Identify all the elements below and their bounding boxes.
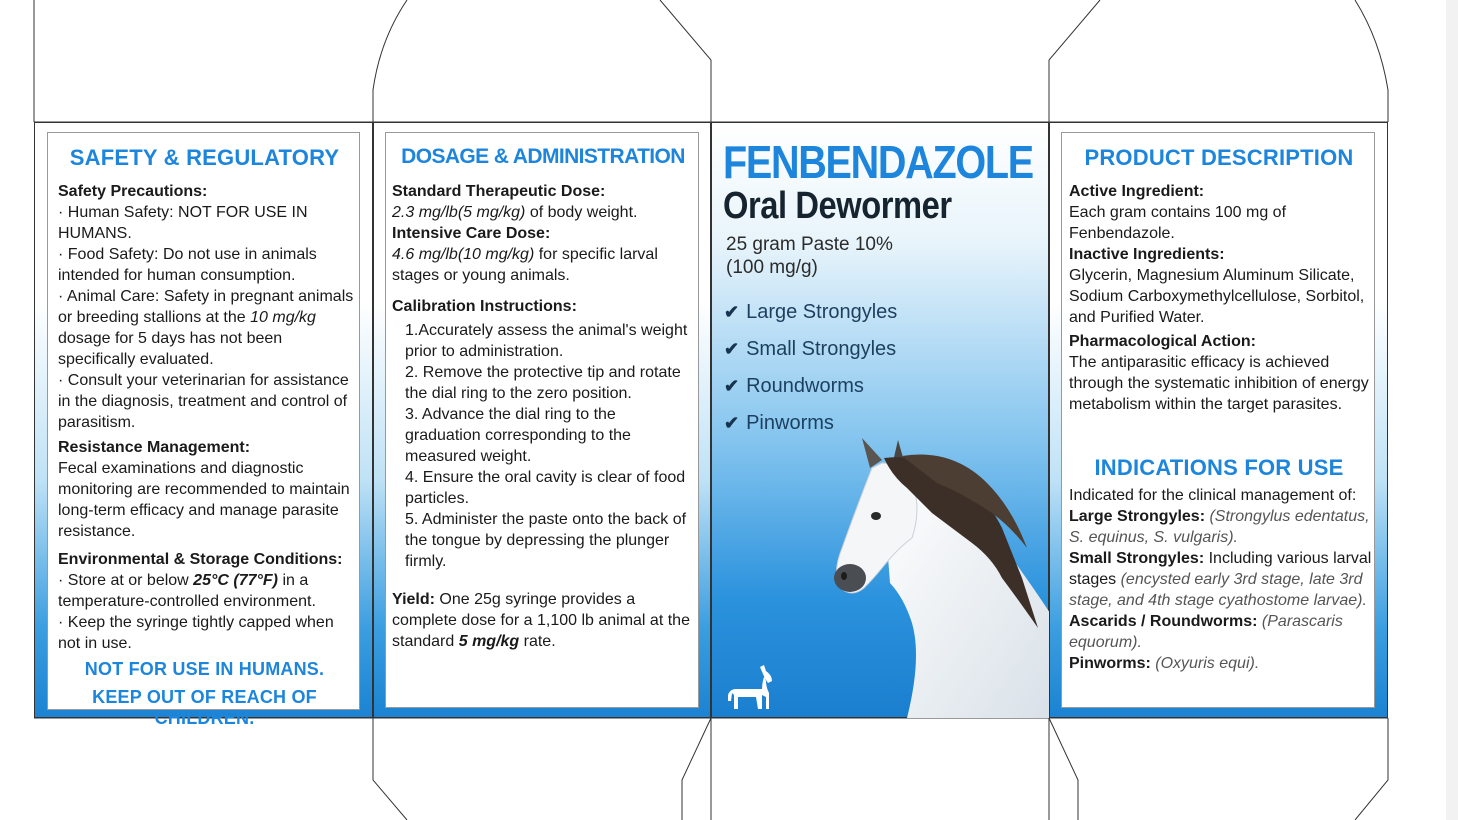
inactive-title: Inactive Ingredients:: [1069, 246, 1225, 263]
checklist-label: Large Strongyles: [746, 301, 898, 323]
checklist-label: Small Strongyles: [746, 338, 897, 360]
indication-large: [1069, 506, 1375, 548]
storage-pre: · Store at or below: [58, 572, 194, 589]
description-content: [1069, 181, 1374, 415]
calibration-step: 1.Accurately assess the animal's weight prior to administration.: [405, 322, 688, 360]
yield-rate: 5 mg/kg: [458, 633, 520, 650]
animal-care-text: [58, 286, 356, 370]
checkmark-icon: ✔: [724, 376, 740, 396]
checklist-label: Roundworms: [746, 375, 864, 397]
horse-image: [812, 438, 1050, 718]
checklist-item: [724, 301, 897, 338]
horse-icon: [726, 665, 778, 711]
indication-ascarid: [1069, 611, 1375, 653]
dosage-box: [385, 132, 699, 708]
calibration-step: 3. Advance the dial ring to the graduation corresponding to the measured weight.: [405, 406, 631, 465]
indication-pinworm: [1069, 653, 1375, 674]
yield-pre: One 25g syringe provides a complete dose for a 1,100 lb animal at the standard: [392, 591, 690, 650]
safety-heading: SAFETY & REGULATORY: [69, 145, 340, 170]
calibration-steps: [392, 320, 694, 572]
animal-care-dose: 10 mg/kg: [250, 309, 316, 326]
intensive-title: Intensive Care Dose:: [392, 225, 551, 242]
resistance-title: Resistance Management:: [58, 439, 251, 456]
indication-small: [1069, 548, 1375, 611]
safety-content: [58, 181, 356, 654]
indication-checklist: [724, 301, 897, 449]
brand-title: FENBENDAZOLE: [723, 136, 1033, 188]
size-line-1: 25 gram Paste 10%: [726, 234, 893, 255]
food-safety-text: · Food Safety: Do not use in animals intended for human consumption.: [58, 246, 317, 284]
active-title: Active Ingredient:: [1069, 183, 1205, 200]
checkmark-icon: ✔: [724, 302, 740, 322]
yield-text: [392, 589, 694, 652]
intensive-post: for specific larval stages or young animals.: [392, 246, 658, 284]
small-text: Including various larval stages: [1069, 550, 1372, 588]
standard-post: of body weight.: [525, 204, 638, 221]
indications-heading: INDICATIONS FOR USE: [1094, 455, 1344, 480]
dosage-content: [392, 181, 694, 652]
dosage-heading: DOSAGE & ADMINISTRATION: [401, 145, 685, 168]
size-info: [726, 233, 893, 279]
checklist-item: [724, 338, 897, 375]
resistance-text: Fecal examinations and diagnostic monitoring are recommended to maintain long-term efficacy and manage parasite resistance.: [58, 460, 350, 540]
yield-post: rate.: [519, 633, 556, 650]
standard-text: [392, 202, 694, 223]
yield-title: Yield:: [392, 591, 435, 608]
calibration-step: 2. Remove the protective tip and rotate the dial ring to the zero position.: [405, 364, 681, 402]
standard-title: Standard Therapeutic Dose:: [392, 183, 606, 200]
warning-humans: NOT FOR USE IN HUMANS.: [84, 659, 325, 679]
checklist-item: [724, 375, 897, 412]
small-title: Small Strongyles:: [1069, 550, 1205, 567]
pharm-title: Pharmacological Action:: [1069, 333, 1256, 350]
indications-content: [1069, 485, 1375, 674]
calibration-title: Calibration Instructions:: [392, 298, 577, 315]
ascarid-text: (Parascaris equorum).: [1069, 613, 1343, 651]
product-subtitle: Oral Dewormer: [723, 185, 952, 227]
inactive-text: Glycerin, Magnesium Aluminum Silicate, Sodium Carboxymethylcellulose, Sorbitol, and Purified Water.: [1069, 267, 1365, 326]
ascarid-title: Ascarids / Roundworms:: [1069, 613, 1258, 630]
indications-intro: Indicated for the clinical management of:: [1069, 487, 1357, 504]
front-panel: [711, 122, 1049, 718]
checklist-label: Pinworms: [746, 412, 834, 434]
precautions-title: Safety Precautions:: [58, 183, 208, 200]
pin-title: Pinworms:: [1069, 655, 1151, 672]
size-line-2: (100 mg/g): [726, 257, 818, 278]
storage-title: Environmental & Storage Conditions:: [58, 551, 343, 568]
animal-care-pre: · Animal Care: Safety in pregnant animals or breeding stallions at the: [58, 288, 354, 326]
large-text: (Strongylus edentatus, S. equinus, S. vulgaris).: [1069, 508, 1370, 546]
calibration-step: 4. Ensure the oral cavity is clear of food particles.: [405, 469, 686, 507]
large-title: Large Strongyles:: [1069, 508, 1206, 525]
scrollbar[interactable]: [1446, 0, 1458, 820]
calibration-step: 5. Administer the paste onto the back of the tongue by depressing the plunger firmly.: [405, 511, 687, 570]
description-box: [1061, 132, 1375, 708]
intensive-text: [392, 244, 694, 286]
pharm-text: The antiparasitic efficacy is achieved through the systematic inhibition of energy metabolism within the target parasites.: [1069, 354, 1369, 413]
safety-box: [47, 132, 360, 728]
consult-text: · Consult your veterinarian for assistance in the diagnosis, treatment and control of parasitism.: [58, 372, 349, 431]
storage-cap-text: · Keep the syringe tightly capped when not in use.: [58, 614, 334, 652]
storage-temp: 25°C (77°F): [193, 572, 278, 589]
standard-dose: 2.3 mg/lb(5 mg/kg): [392, 204, 526, 221]
small-text-italic: (encysted early 3rd stage, late 3rd stage, and 4th stage cyathostome larvae).: [1069, 571, 1367, 609]
human-safety-text: · Human Safety: NOT FOR USE IN HUMANS.: [58, 204, 308, 242]
warning-children: KEEP OUT OF REACH OF CHILDREN.: [92, 687, 317, 728]
checkmark-icon: ✔: [724, 413, 740, 433]
checkmark-icon: ✔: [724, 339, 740, 359]
animal-care-post: dosage for 5 days has not been specifically evaluated.: [58, 330, 283, 368]
storage-text: [58, 570, 356, 612]
intensive-dose: 4.6 mg/lb(10 mg/kg): [392, 246, 535, 263]
description-heading: PRODUCT DESCRIPTION: [1084, 145, 1354, 170]
active-text: Each gram contains 100 mg of Fenbendazole.: [1069, 204, 1287, 242]
pin-text: (Oxyuris equi).: [1150, 655, 1260, 672]
storage-post: in a temperature-controlled environment.: [58, 572, 316, 610]
